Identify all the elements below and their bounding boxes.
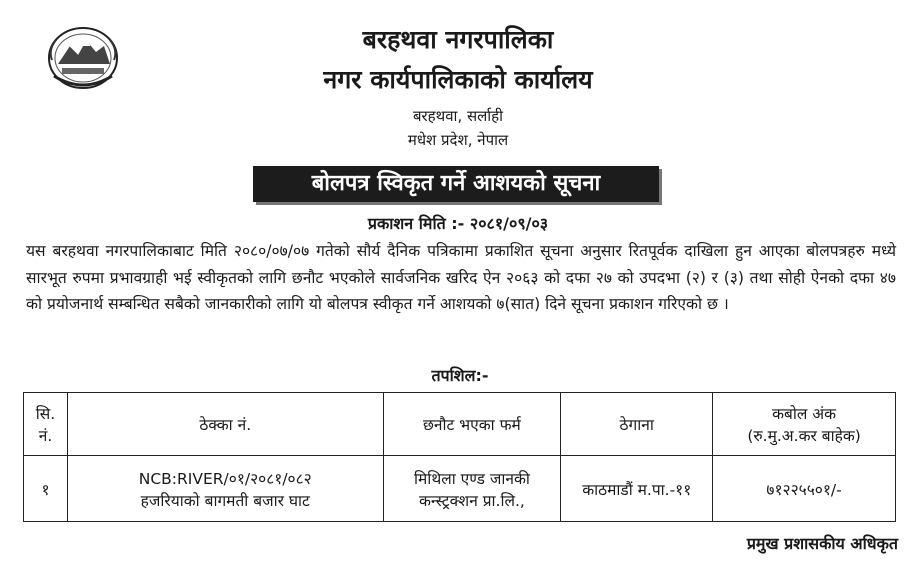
publication-date: प्रकाशन मिति :- २०८१/०९/०३ xyxy=(367,214,549,233)
table-row xyxy=(24,456,896,522)
signatory: प्रमुख प्रशासकीय अधिकृत xyxy=(746,534,898,553)
address-line-2: मधेश प्रदेश, नेपाल xyxy=(407,131,509,149)
municipality-name: बरहथवा नगरपालिका xyxy=(362,25,554,54)
address-line-1: बरहथवा, सर्लाही xyxy=(412,107,504,125)
cell-firm: मिथिला एण्ड जानकी कन्स्ट्रक्शन प्रा.लि., xyxy=(383,456,561,522)
notice-title-banner: बोलपत्र स्विकृत गर्ने आशयको सूचना xyxy=(253,166,659,202)
cell-address: काठमाडौं म.पा.-११ xyxy=(561,456,713,522)
table-header-row xyxy=(24,393,896,456)
header-contract-no: ठेक्का नं. xyxy=(67,393,383,456)
header-sn: सि. नं. xyxy=(24,393,68,456)
office-name: नगर कार्यपालिकाको कार्यालय xyxy=(323,65,593,94)
header-bid-amount: कबोल अंक (रु.मु.अ.कर बाहेक) xyxy=(713,393,896,456)
contract-table xyxy=(23,392,896,522)
cell-contract: NCB:RIVER/०१/२०८१/०८२ हजरियाको बागमती बजार घाट xyxy=(67,456,383,522)
cell-sn: १ xyxy=(24,456,68,522)
details-label: तपशिल:- xyxy=(431,366,489,385)
header-selected-firm: छनौट भएका फर्म xyxy=(383,393,561,456)
header-address: ठेगाना xyxy=(561,393,713,456)
notice-body: यस बरहथवा नगरपालिकाबाट मिति २०८०/०७/०७ गतेको सौर्य दैनिक पत्रिकामा प्रकाशित सूचना अनुसार रितपूर्वक दाखिला हुन आएका बोलपत्रहरु मध्ये सारभूत रुपमा प्रभावग्राही भई स्वीकृतको लागि छनौट भएकोले सार्वजनिक खरिद ऐन २०६३ को दफा २७ को उपदभा (२) र (३) तथा सोही ऐनको दफा ४७ को प्रयोजनार्थ सम्बन्धित सबैको जानकारीको लागि यो बोलपत्र स्वीकृत गर्ने आशयको ७(सात) दिने सूचना प्रकाशन गरिएको छ । xyxy=(26,242,896,313)
cell-bid-amount: ७१२२५५०१/- xyxy=(713,456,896,522)
